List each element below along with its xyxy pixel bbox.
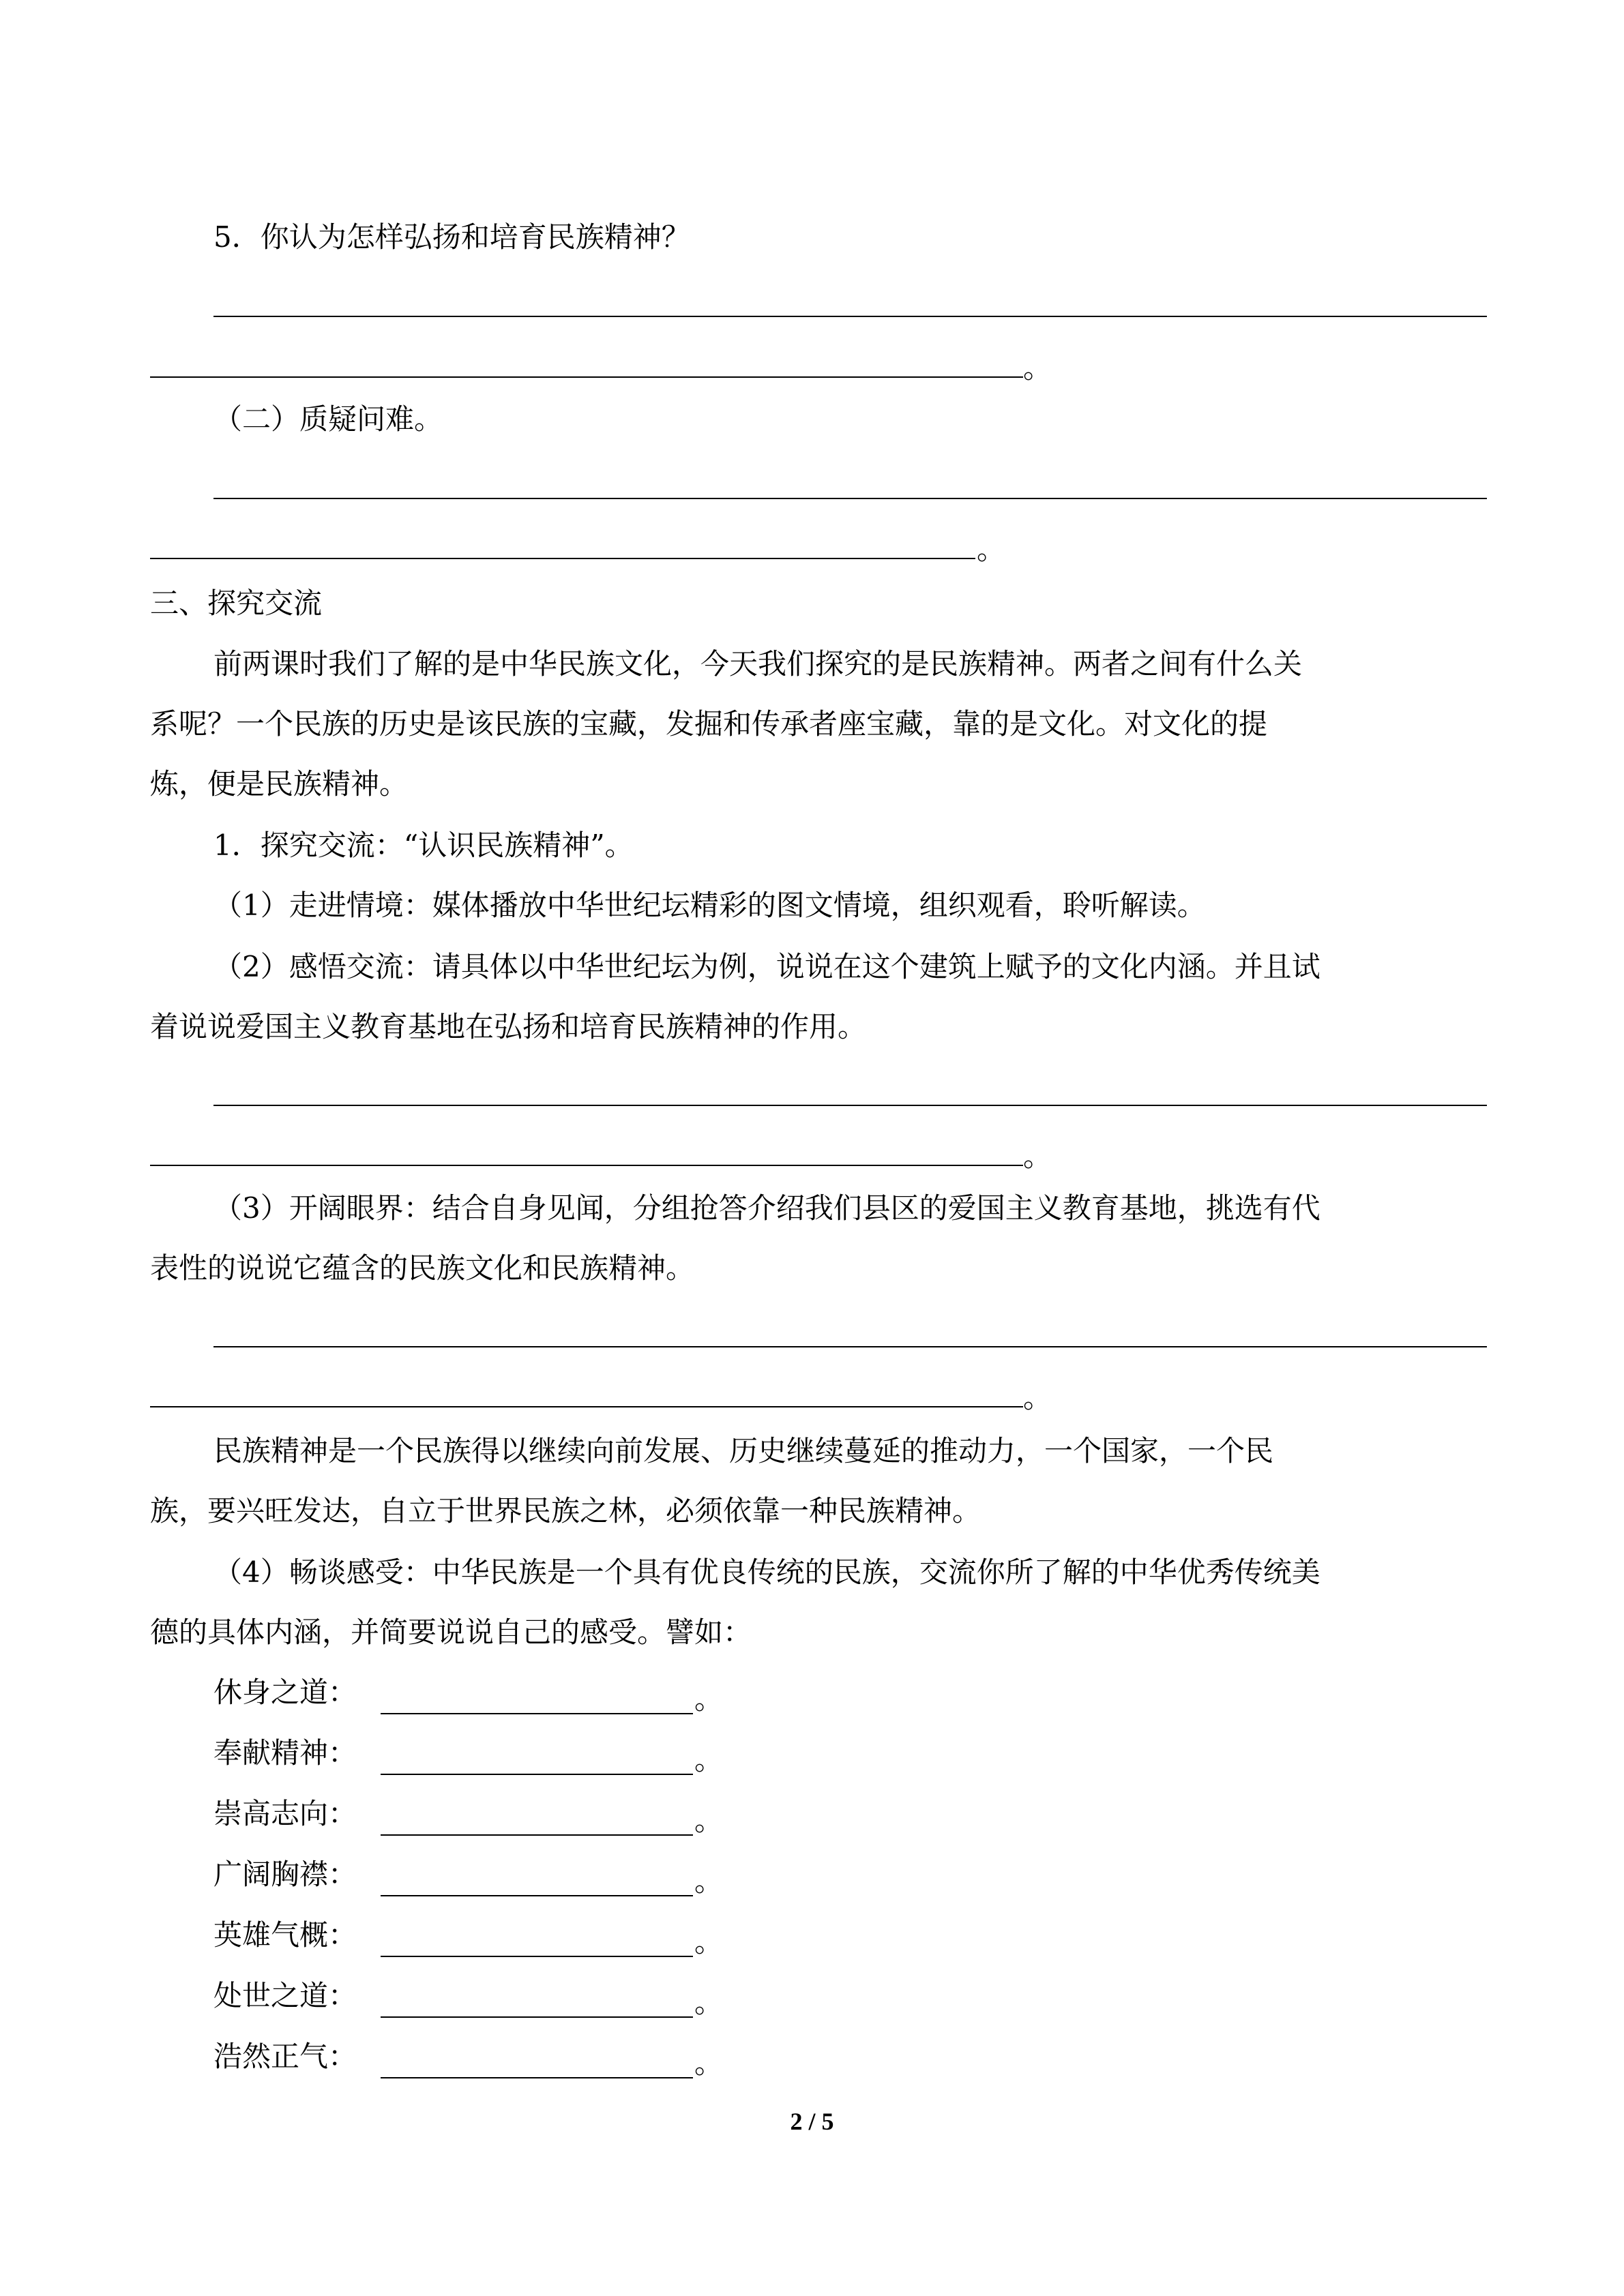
intro-paragraph-line: 炼，便是民族精神。: [150, 767, 409, 801]
period-mark: 。: [694, 1986, 724, 2019]
step-2-line: 着说说爱国主义教育基地在弘扬和培育民族精神的作用。: [150, 1010, 867, 1043]
answer-line[interactable]: [213, 1346, 1487, 1347]
step-3-line: 表性的说说它蕴含的民族文化和民族精神。: [150, 1251, 695, 1285]
answer-line[interactable]: [150, 376, 1023, 378]
virtue-label: 浩然正气：: [213, 2040, 357, 2073]
period-mark: 。: [694, 1925, 724, 1958]
period-mark: 。: [1023, 1381, 1052, 1414]
answer-line[interactable]: [150, 1406, 1023, 1407]
virtue-label: 广阔胸襟：: [213, 1858, 357, 1891]
answer-line[interactable]: [213, 316, 1487, 317]
period-mark: 。: [977, 533, 1006, 566]
answer-line[interactable]: [213, 1105, 1487, 1106]
page-number: 2 / 5: [790, 2108, 834, 2135]
step-3-line: （3）开阔眼界：结合自身见闻，分组抢答介绍我们县区的爱国主义教育基地，挑选有代: [213, 1191, 1320, 1225]
virtue-blank[interactable]: [381, 2016, 693, 2018]
question-5: 5．你认为怎样弘扬和培育民族精神？: [213, 220, 690, 254]
virtue-label: 处世之道：: [213, 1979, 357, 2012]
virtue-label: 奉献精神：: [213, 1736, 357, 1770]
virtue-blank[interactable]: [381, 1774, 693, 1775]
item-1-heading: 1．探究交流：“认识民族精神”。: [213, 829, 634, 862]
period-mark: 。: [1023, 1139, 1052, 1173]
period-mark: 。: [1023, 351, 1052, 385]
period-mark: 。: [694, 1743, 724, 1776]
intro-paragraph-line: 系呢？一个民族的历史是该民族的宝藏，发掘和传承者座宝藏，靠的是文化。对文化的提: [150, 707, 1268, 741]
step-4-line: 德的具体内涵，并简要说说自己的感受。譬如：: [150, 1615, 752, 1649]
virtue-label: 崇高志向：: [213, 1797, 357, 1830]
virtue-blank[interactable]: [381, 1956, 693, 1957]
step-2-line: （2）感悟交流：请具体以中华世纪坛为例，说说在这个建筑上赋予的文化内涵。并且试: [213, 950, 1320, 983]
period-mark: 。: [694, 1682, 724, 1716]
virtue-label: 休身之道：: [213, 1675, 357, 1709]
section-three-title: 三、探究交流: [150, 586, 323, 620]
step-4-line: （4）畅谈感受：中华民族是一个具有优良传统的民族，交流你所了解的中华优秀传统美: [213, 1555, 1320, 1589]
virtue-blank[interactable]: [381, 1713, 693, 1714]
intro-paragraph-line: 前两课时我们了解的是中华民族文化，今天我们探究的是民族精神。两者之间有什么关: [213, 647, 1303, 681]
spirit-paragraph-line: 族，要兴旺发达，自立于世界民族之林，必须依靠一种民族精神。: [150, 1494, 981, 1527]
virtue-blank[interactable]: [381, 2077, 693, 2078]
period-mark: 。: [694, 2046, 724, 2080]
virtue-blank[interactable]: [381, 1834, 693, 1836]
period-mark: 。: [694, 1804, 724, 1837]
answer-line[interactable]: [150, 1165, 1023, 1166]
period-mark: 。: [694, 1864, 724, 1898]
spirit-paragraph-line: 民族精神是一个民族得以继续向前发展、历史继续蔓延的推动力，一个国家，一个民: [213, 1434, 1274, 1467]
virtue-blank[interactable]: [381, 1895, 693, 1896]
answer-line[interactable]: [150, 558, 975, 559]
step-1: （1）走进情境：媒体播放中华世纪坛精彩的图文情境，组织观看，聆听解读。: [213, 889, 1206, 922]
virtue-label: 英雄气概：: [213, 1918, 357, 1952]
answer-line[interactable]: [213, 498, 1487, 499]
section-two-subheading: （二）质疑问难。: [213, 402, 443, 436]
